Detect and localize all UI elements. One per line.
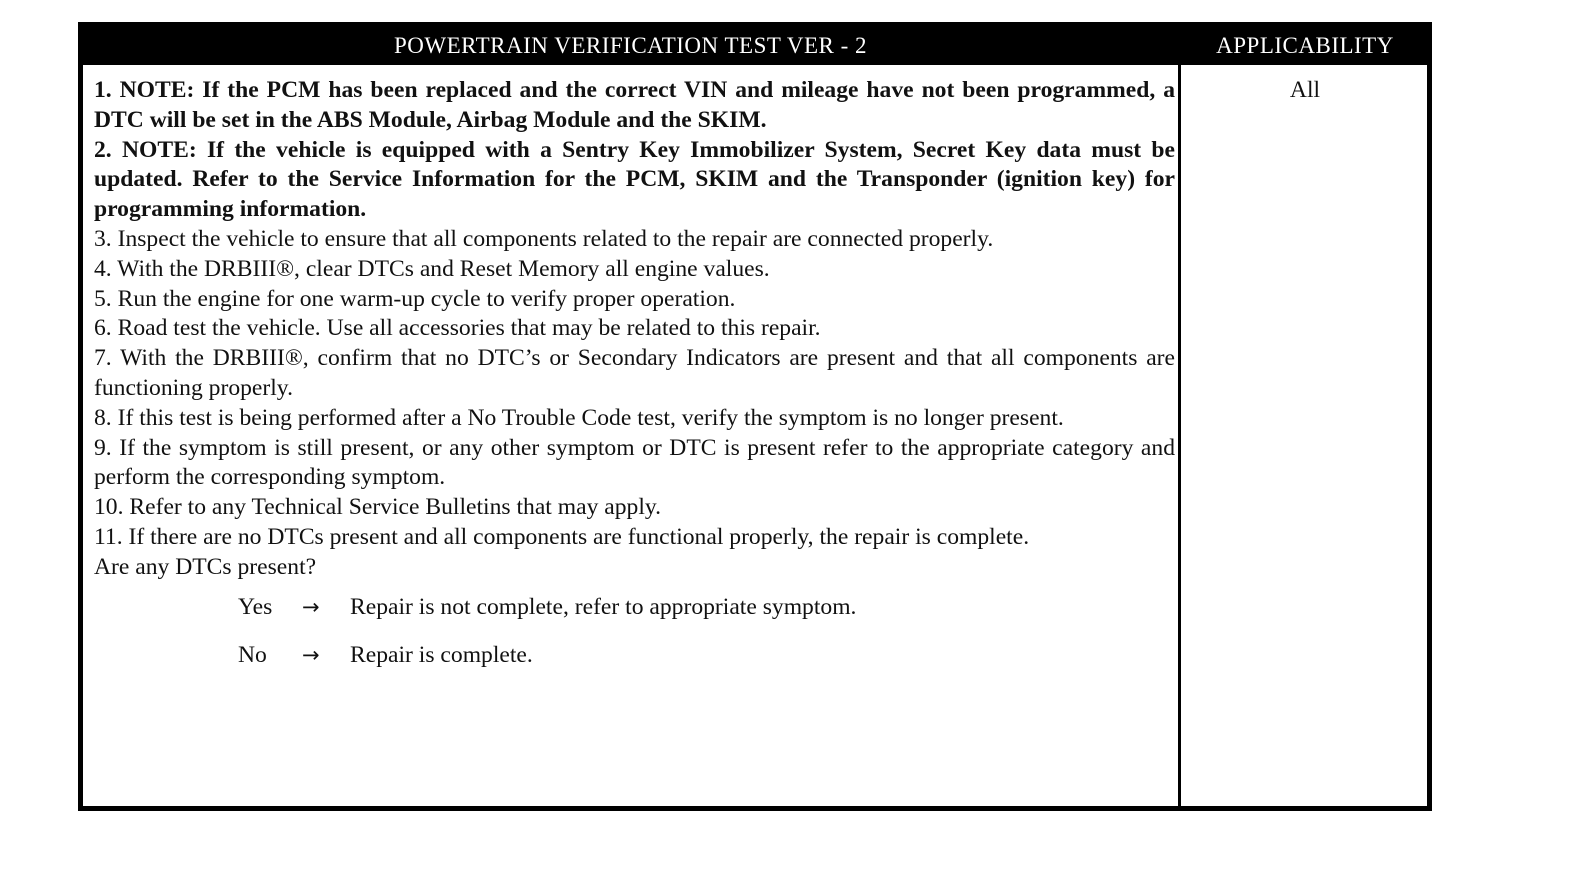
applicability-value: All [1289,77,1321,103]
answer-yes-text: Repair is not complete, refer to appropriate symptom. [350,593,857,620]
step-6: 6. Road test the vehicle. Use all accessories that may be related to this repair. [94,315,821,342]
step-11: 11. If there are no DTCs present and all components are functional properly, the repair is complete. [94,523,1030,550]
question-text: Are any DTCs present? [94,553,317,580]
right-arrow-icon: → [302,643,320,668]
table-header [83,27,1427,65]
applicability-heading: APPLICABILITY [1216,33,1394,58]
procedure-steps [94,76,1175,680]
step-1: 1. NOTE: If the PCM has been replaced and the correct VIN and mileage have not been programmed, a DTC will be set in the ABS Module, Airbag Module and the SKIM. [94,77,1175,133]
step-9: 9. If the symptom is still present, or any other symptom or DTC is present refer to the appropriate category and perform the corresponding symptom. [94,434,1175,491]
step-2: 2. NOTE: If the vehicle is equipped with a Sentry Key Immobilizer System, Secret Key data must be updated. Refer to the Service Information for the PCM, SKIM and the Transponder (ignition key) for programming information. [94,136,1175,223]
column-divider [1178,65,1181,811]
step-3: 3. Inspect the vehicle to ensure that all components related to the repair are connected properly. [94,225,994,252]
answer-no-label: No [238,642,267,669]
test-title: POWERTRAIN VERIFICATION TEST VER - 2 [393,33,867,58]
step-5: 5. Run the engine for one warm-up cycle to verify proper operation. [94,285,736,312]
answer-no-text: Repair is complete. [350,642,533,669]
verification-test-table [78,22,1432,811]
right-arrow-icon: → [302,594,320,619]
answer-no [94,631,1175,680]
answer-yes [94,583,1175,632]
answer-yes-label: Yes [238,593,273,620]
step-10: 10. Refer to any Technical Service Bulletins that may apply. [94,494,662,521]
step-4: 4. With the DRBIII®, clear DTCs and Reset Memory all engine values. [94,255,770,282]
step-8: 8. If this test is being performed after a No Trouble Code test, verify the symptom is no longer present. [94,404,1064,431]
step-7: 7. With the DRBIII®, confirm that no DTC’s or Secondary Indicators are present and that all components are functioning properly. [94,345,1175,401]
